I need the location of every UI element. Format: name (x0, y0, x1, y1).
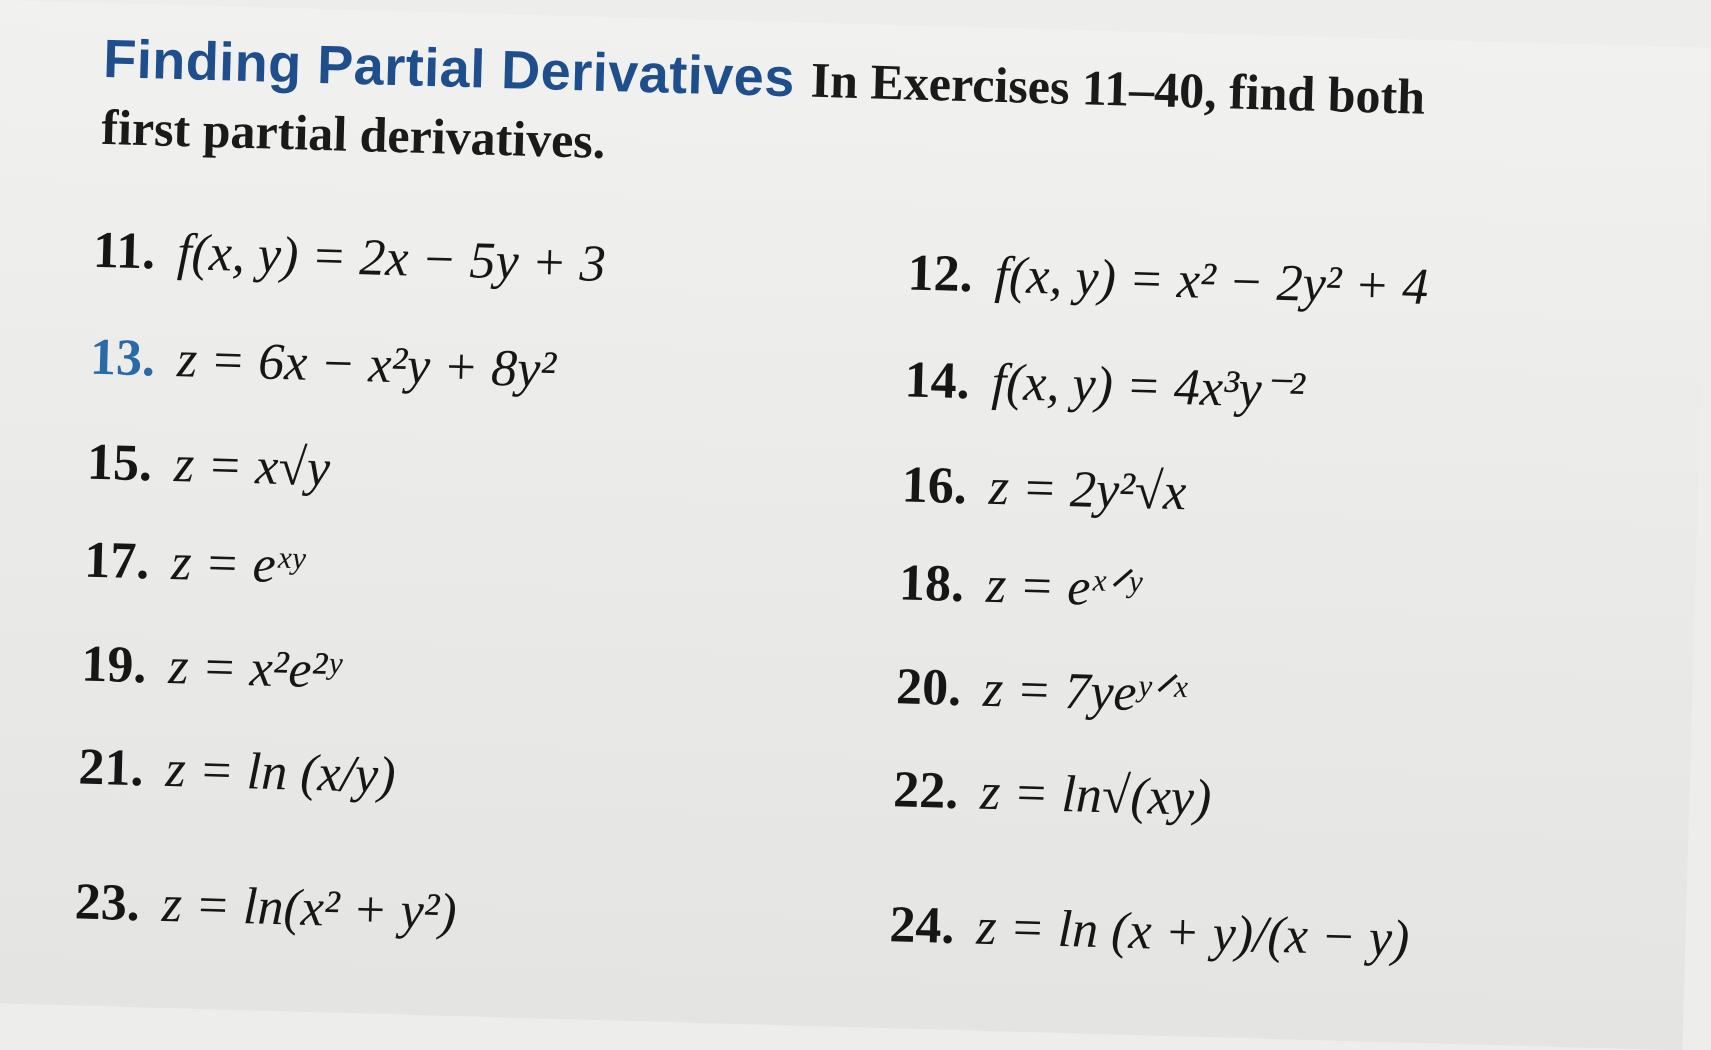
exercise-expression: z = 7yeʸᐟˣ (982, 660, 1188, 724)
exercise-number: 13. (89, 328, 156, 388)
exercise-number: 14. (903, 351, 971, 411)
exercise-11 (92, 221, 606, 295)
exercise-expression: f(x, y) = 2x − 5y + 3 (176, 224, 607, 294)
exercise-number: 19. (80, 635, 148, 695)
exercise-number: 12. (906, 244, 974, 304)
section-header (100, 28, 1664, 197)
exercise-19 (81, 635, 341, 702)
exercise-expression: z = ln(x² + y²) (161, 875, 458, 942)
section-heading: Finding Partial Derivatives (102, 28, 796, 109)
exercise-expression: z = eˣʸ (170, 534, 305, 595)
exercise-15 (86, 433, 331, 500)
exercise-number: 21. (77, 738, 145, 798)
exercise-number: 15. (86, 433, 153, 493)
exercise-16 (901, 455, 1187, 523)
exercise-number: 24. (888, 896, 956, 956)
exercise-number: 23. (74, 873, 141, 933)
exercise-expression: z = eˣᐟʸ (985, 556, 1142, 619)
instruction-text-part-2: first partial derivatives. (100, 98, 607, 169)
exercise-expression: z = ln (x + y)/(x − y) (975, 898, 1411, 968)
exercise-number: 18. (898, 554, 965, 614)
exercise-expression: z = ln√(xy) (979, 763, 1213, 828)
exercise-17 (84, 531, 305, 597)
exercise-expression: z = x²e²ʸ (167, 637, 342, 700)
exercise-expression: z = ln (x/y) (164, 740, 397, 805)
exercise-expression: f(x, y) = 4x³y⁻² (990, 353, 1306, 420)
exercise-18 (898, 553, 1141, 620)
exercise-14 (904, 350, 1306, 421)
exercise-expression: z = 6x − x²y + 8y² (176, 331, 557, 399)
exercise-number: 20. (895, 658, 962, 718)
exercise-24 (889, 895, 1410, 969)
exercise-23 (74, 872, 457, 943)
exercise-number: 17. (83, 531, 151, 591)
exercise-22 (892, 760, 1212, 829)
exercise-number: 16. (901, 456, 968, 516)
exercise-expression: z = 2y²√x (987, 458, 1188, 522)
exercise-expression: z = x√y (173, 436, 331, 498)
exercise-12 (907, 243, 1429, 318)
instruction-text-part-1: In Exercises 11–40, find both (810, 51, 1426, 125)
exercise-20 (895, 657, 1187, 725)
exercise-number: 11. (92, 221, 156, 281)
exercise-number: 22. (892, 761, 960, 821)
exercise-13 (89, 328, 557, 401)
exercise-21 (78, 738, 397, 807)
exercise-expression: f(x, y) = x² − 2y² + 4 (993, 246, 1430, 316)
